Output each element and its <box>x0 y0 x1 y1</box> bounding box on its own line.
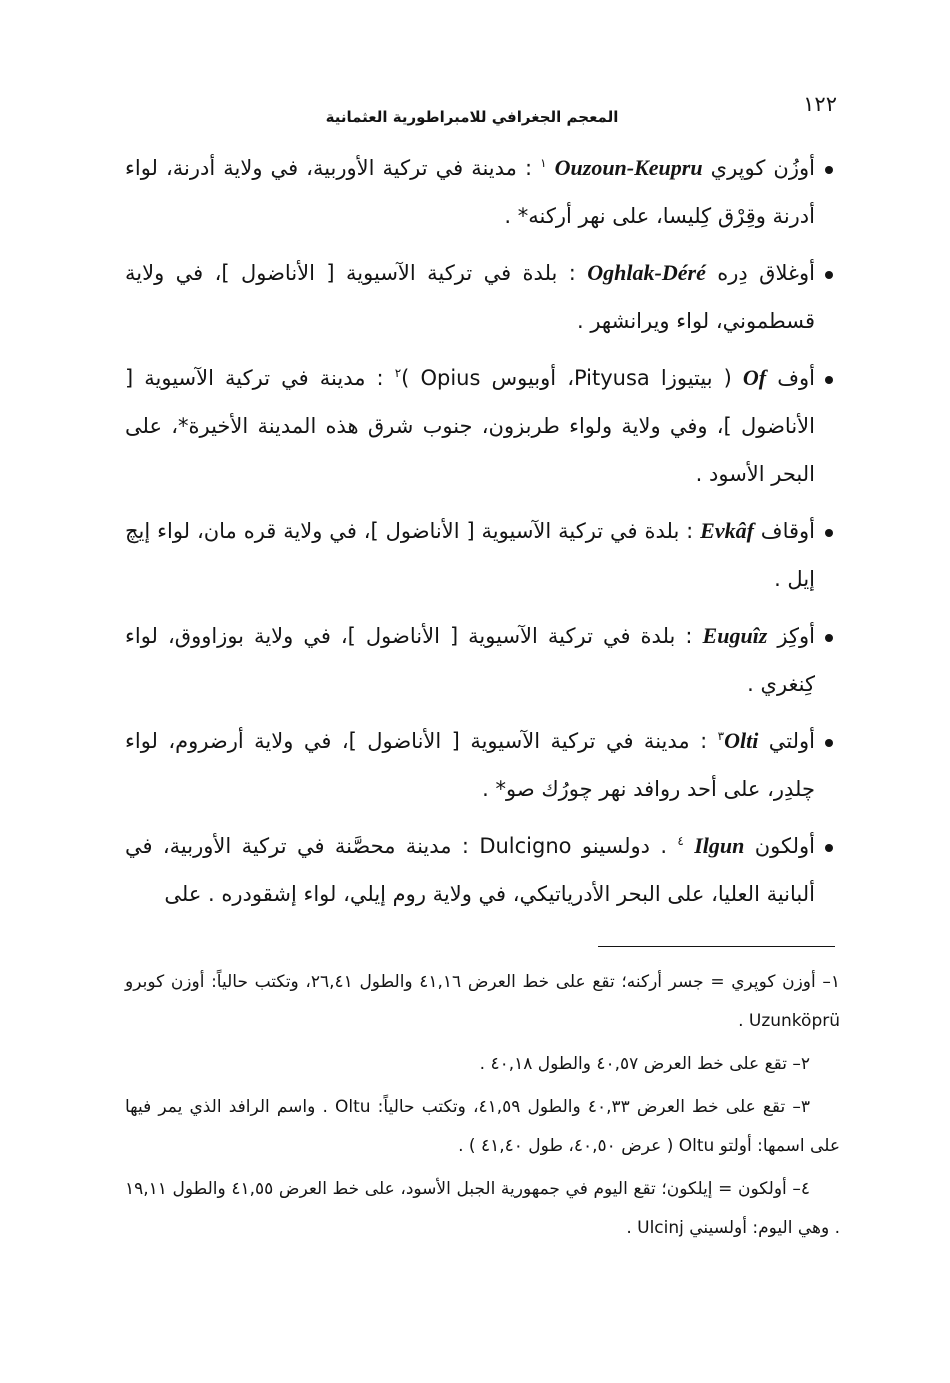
entry-name-latin: Olti <box>724 728 759 753</box>
entry-name-arabic: أولتي <box>768 729 815 753</box>
entry-name-arabic: أوزُن كوپري <box>710 156 815 180</box>
bullet-icon <box>825 739 833 747</box>
footnote-text: أوزن كوپري = جسر أركنه؛ تقع على خط العرض ٤١,١٦ والطول ٢٦,٤١، وتكتب حالياً: أوزن كوبرو Uzunköprü . <box>125 972 840 1031</box>
footnote-number: ٣– <box>792 1097 811 1117</box>
bullet-icon <box>825 529 833 537</box>
entry-description: : مدينة في تركية الآسيوية [ الأناضول ]، في ولاية أرضروم، لواء چلدِر، على أحد روافد نهر چورُك صو* . <box>125 729 815 801</box>
bullet-icon <box>825 634 833 642</box>
entry-name-latin: Oghlak-Déré <box>587 260 706 285</box>
entry-name-latin: Of <box>742 365 767 390</box>
page-number: ١٢٢ <box>803 92 837 116</box>
entry-list <box>125 144 840 924</box>
running-title: المعجم الجغرافي للامبراطورية العثمانية <box>325 108 619 126</box>
entry-name-arabic: أوقاف <box>760 519 815 543</box>
bullet-icon <box>825 844 833 852</box>
entry-name-latin: Euguîz <box>702 623 768 648</box>
footnote-text: تقع على خط العرض ٤٠,٥٧ والطول ٤٠,١٨ . <box>479 1054 787 1074</box>
footnote-number: ٢– <box>792 1054 810 1074</box>
entry-name-arabic: أوف <box>777 366 815 390</box>
dictionary-entry <box>125 144 840 240</box>
entry-description: : بلدة في تركية الآسيوية [ الأناضول ]، في ولاية بوزاووق، لواء كِنغري . <box>125 624 815 696</box>
footnote-marker: ٢ <box>394 366 402 380</box>
footnote-text: أولكون = إيلكون؛ تقع اليوم في جمهورية الجبل الأسود، على خط العرض ٤١,٥٥ والطول ١٩,١١ . وهي اليوم: أولسيني Ulcinj . <box>125 1179 840 1238</box>
footnote-marker: ٣ <box>717 729 725 743</box>
entry-name-latin: Ouzoun-Keupru <box>554 155 703 180</box>
dictionary-entry <box>125 822 840 918</box>
footnote-separator <box>598 946 835 947</box>
footnote-marker: ٤ <box>677 834 684 848</box>
entry-aliases: ( بيتيوزا Pityusa، أوبيوس Opius ) <box>401 366 732 390</box>
page-body <box>125 144 840 1252</box>
dictionary-entry <box>125 249 840 345</box>
footnote-text: تقع على خط العرض ٤٠,٣٣ والطول ٤١,٥٩، وتكتب حالياً: Oltu . واسم الرافد الذي يمر فيها على اسمها: أولتو Oltu ( عرض ٤٠,٥٠، طول ٤١,٤٠ ) . <box>125 1097 840 1156</box>
entry-name-arabic: أولكون <box>754 834 815 858</box>
entry-description: : بلدة في تركية الآسيوية [ الأناضول ]، في ولاية قسطموني، لواء ويرانشهر . <box>125 261 815 333</box>
footnotes <box>125 963 840 1248</box>
footnote <box>125 963 840 1041</box>
entry-description: : مدينة في تركية الآسيوية [ الأناضول ]، وفي ولاية ولواء طربزون، جنوب شرق هذه المدينة الأخيرة*، على البحر الأسود . <box>125 366 815 486</box>
entry-name-latin: Evkâf <box>700 518 754 543</box>
footnote-number: ١– <box>822 972 841 992</box>
entry-description: . دولسينو Dulcigno : مدينة محصَّنة في تركية الأوربية، في ألبانية العليا، على البحر الأدرياتيكي، في ولاية روم إيلي، لواء إشقودره . على <box>125 834 815 906</box>
entry-description: : بلدة في تركية الآسيوية [ الأناضول ]، في ولاية قره مان، لواء إيچ إيل . <box>125 519 815 591</box>
footnote-number: ٤– <box>792 1179 810 1199</box>
footnote-marker: ١ <box>540 156 547 170</box>
dictionary-entry <box>125 612 840 708</box>
bullet-icon <box>825 166 833 174</box>
footnote <box>125 1170 840 1248</box>
footnote <box>125 1045 840 1084</box>
entry-name-arabic: أوكِز <box>777 624 815 648</box>
entry-name-latin: Ilgun <box>694 833 745 858</box>
dictionary-entry <box>125 717 840 813</box>
dictionary-entry <box>125 354 840 498</box>
dictionary-entry <box>125 507 840 603</box>
footnote <box>125 1088 840 1166</box>
entry-description: : مدينة في تركية الأوربية، في ولاية أدرنة، لواء أدرنة وقِرْق كِليسا، على نهر أركنه* . <box>125 156 815 228</box>
entry-name-arabic: أوغلاق دِره <box>717 261 815 285</box>
bullet-icon <box>825 271 833 279</box>
bullet-icon <box>825 376 833 384</box>
